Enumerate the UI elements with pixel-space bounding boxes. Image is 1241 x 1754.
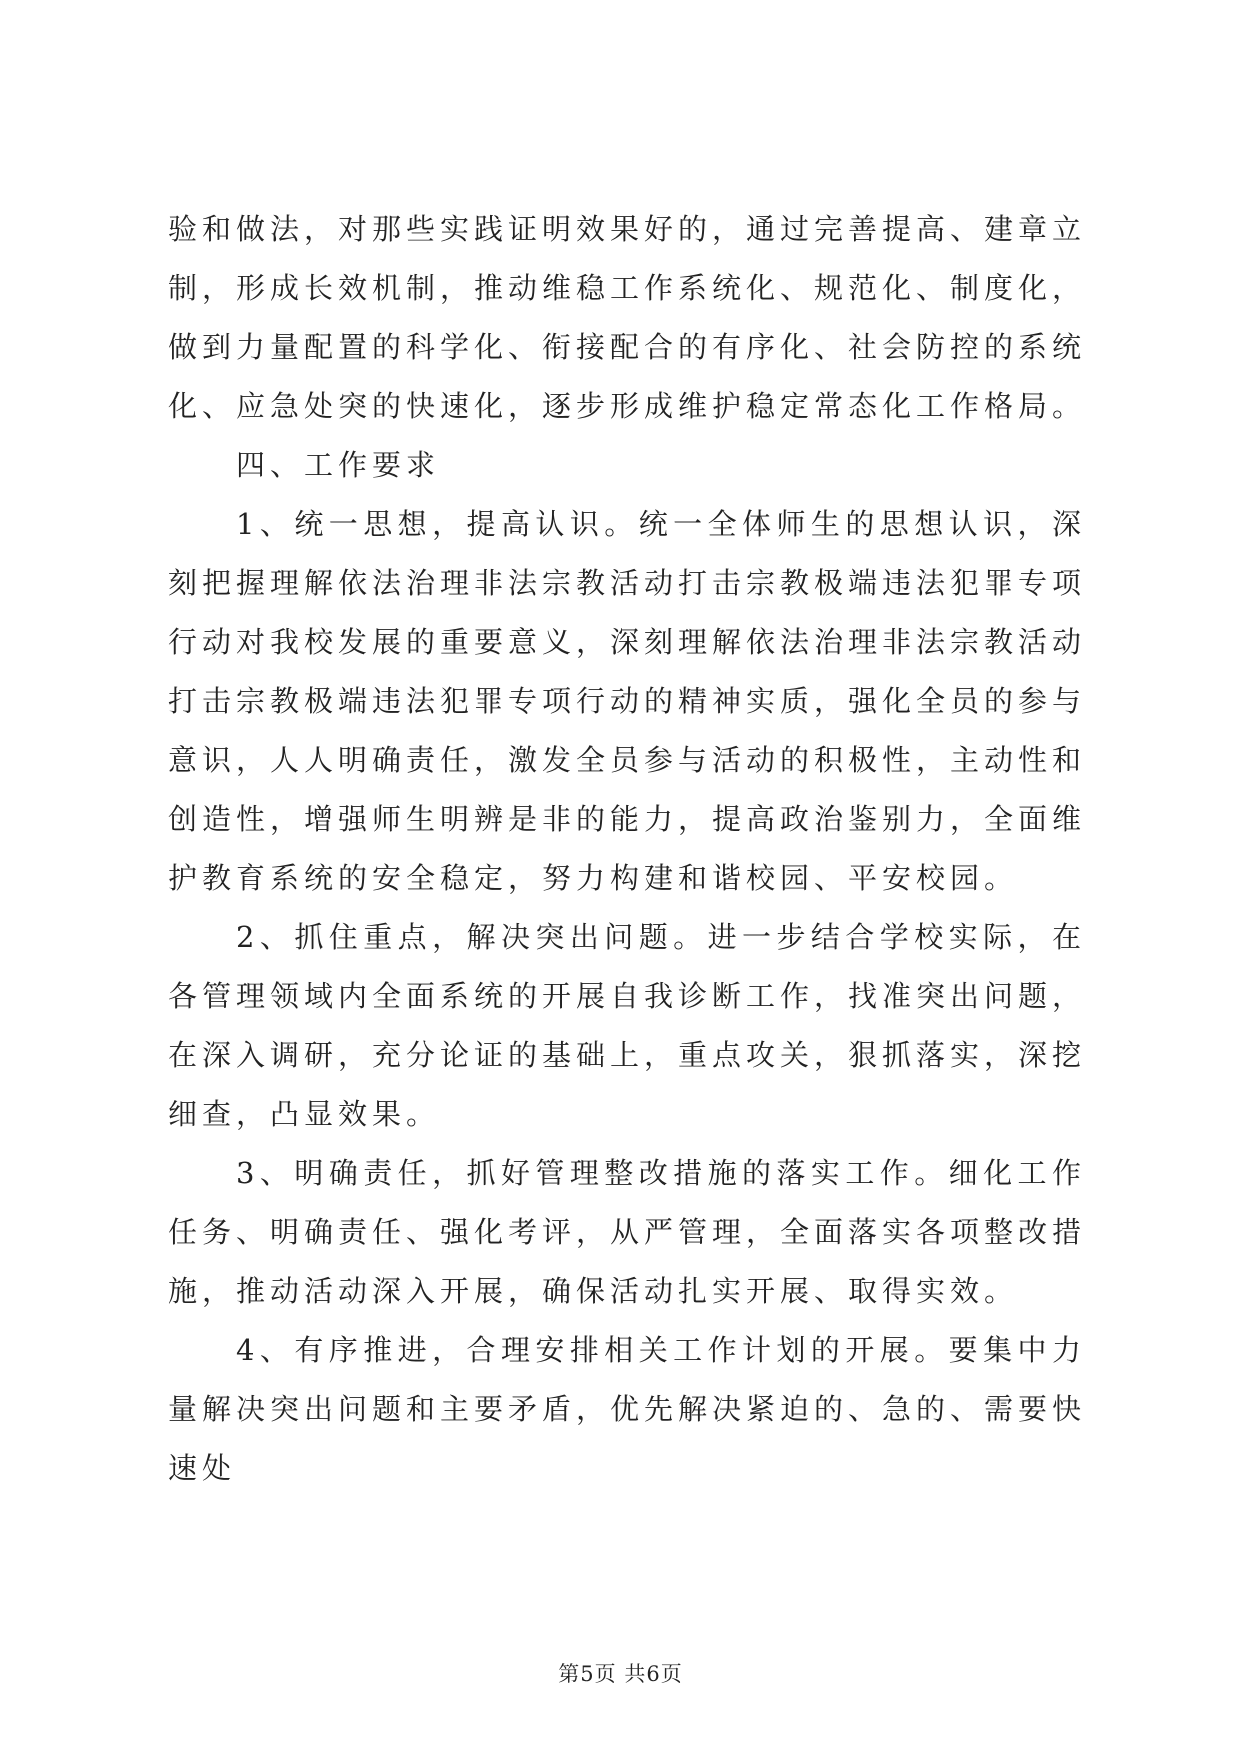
paragraph-continued: 验和做法，对那些实践证明效果好的，通过完善提高、建章立制，形成长效机制，推动维稳工作系统化、规范化、制度化，做到力量配置的科学化、衔接配合的有序化、社会防控的系统化、应急处突的快速化，逐步形成维护稳定常态化工作格局。 (168, 212, 1087, 423)
page-number-label: 第5页 共6页 (558, 1662, 683, 1686)
paragraph-requirement-4: 4、有序推进，合理安排相关工作计划的开展。要集中力量解决突出问题和主要矛盾，优先解决紧迫的、急的、需要快速处 (168, 1333, 1087, 1485)
paragraph-requirement-3: 3、明确责任，抓好管理整改措施的落实工作。细化工作任务、明确责任、强化考评，从严管理，全面落实各项整改措施，推动活动深入开展，确保活动扎实开展、取得实效。 (168, 1156, 1087, 1308)
section-heading-work-requirements: 四、工作要求 (236, 448, 441, 482)
document-body (168, 200, 1086, 1498)
page-footer (0, 1659, 1241, 1689)
paragraph-requirement-2: 2、抓住重点，解决突出问题。进一步结合学校实际，在各管理领域内全面系统的开展自我诊断工作，找准突出问题，在深入调研，充分论证的基础上，重点攻关，狠抓落实，深挖细查，凸显效果。 (168, 920, 1087, 1131)
paragraph-requirement-1: 1、统一思想，提高认识。统一全体师生的思想认识，深刻把握理解依法治理非法宗教活动打击宗教极端违法犯罪专项行动对我校发展的重要意义，深刻理解依法治理非法宗教活动打击宗教极端违法犯罪专项行动的精神实质，强化全员的参与意识，人人明确责任，激发全员参与活动的积极性，主动性和创造性，增强师生明辨是非的能力，提高政治鉴别力，全面维护教育系统的安全稳定，努力构建和谐校园、平安校园。 (168, 507, 1087, 895)
